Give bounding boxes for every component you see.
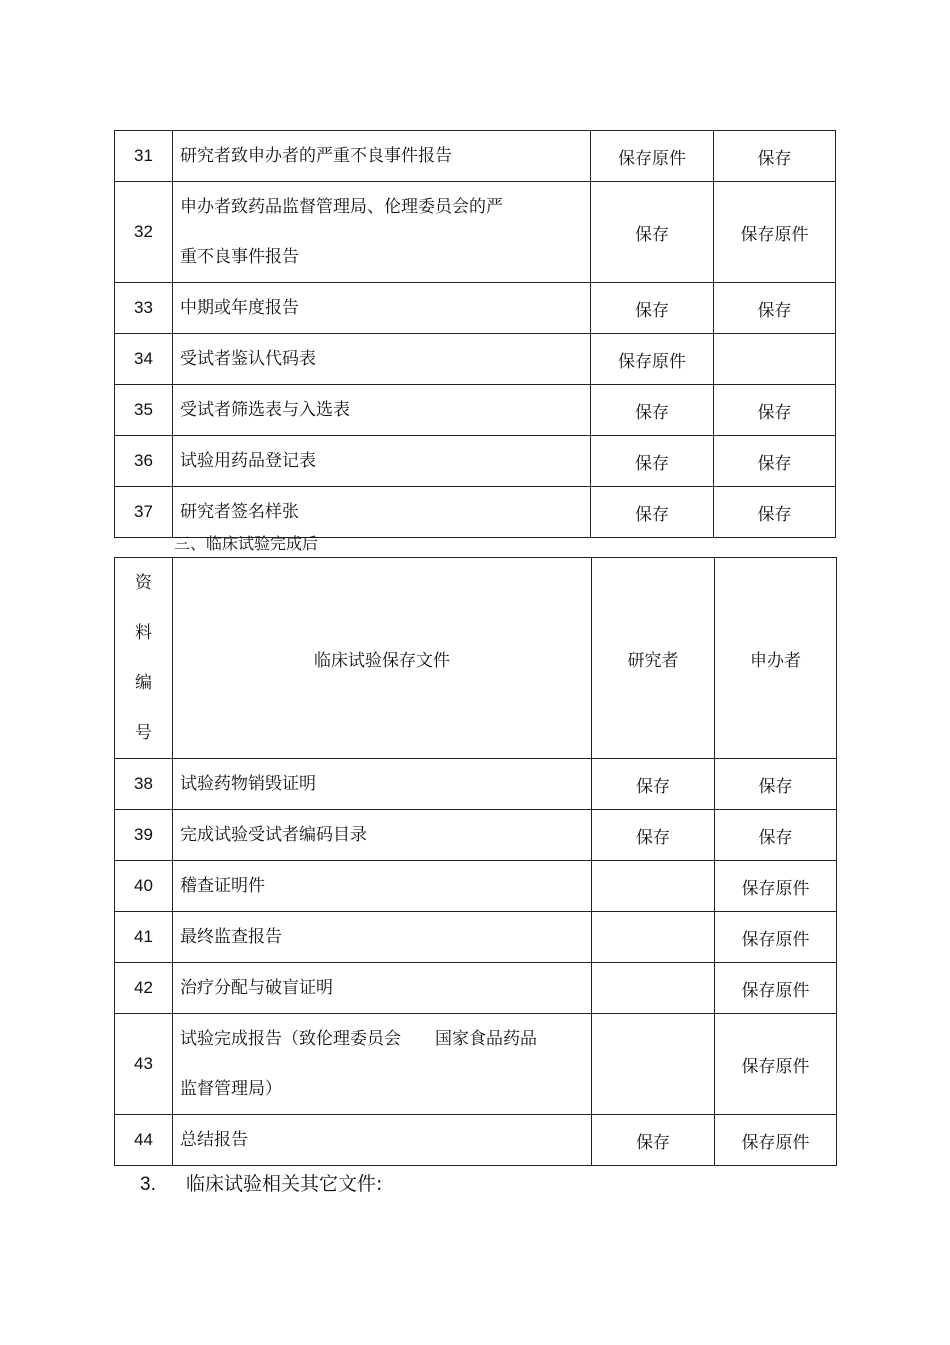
table-row — [115, 334, 836, 385]
doc-number: 31 — [115, 131, 173, 182]
table-row — [115, 385, 836, 436]
doc-name: 完成试验受试者编码目录 — [173, 810, 592, 861]
doc-name: 试验用药品登记表 — [173, 436, 591, 487]
doc-name: 试验药物销毁证明 — [173, 759, 592, 810]
doc-number: 37 — [115, 487, 173, 538]
doc-number: 42 — [115, 963, 173, 1014]
sponsor-cell: 保存原件 — [715, 963, 837, 1014]
doc-name — [173, 1014, 592, 1115]
table-row — [115, 436, 836, 487]
header-char: 料 — [135, 623, 152, 642]
doc-name: 研究者签名样张 — [173, 487, 591, 538]
sponsor-cell: 保存原件 — [715, 912, 837, 963]
sponsor-cell: 保存 — [714, 283, 836, 334]
sponsor-cell: 保存原件 — [714, 182, 836, 283]
sponsor-cell: 保存 — [714, 436, 836, 487]
table-row — [115, 963, 837, 1014]
table-row — [115, 182, 836, 283]
investigator-cell — [592, 912, 715, 963]
table-row — [115, 487, 836, 538]
sponsor-cell: 保存原件 — [715, 1014, 837, 1115]
doc-name: 最终监查报告 — [173, 912, 592, 963]
sponsor-cell: 保存 — [714, 385, 836, 436]
investigator-cell: 保存原件 — [591, 334, 714, 385]
table-row — [115, 1115, 837, 1166]
header-char: 号 — [135, 723, 152, 742]
essential-documents-table-part2 — [114, 557, 837, 1166]
investigator-cell: 保存 — [591, 182, 714, 283]
doc-number: 34 — [115, 334, 173, 385]
doc-number: 36 — [115, 436, 173, 487]
doc-name: 稽查证明件 — [173, 861, 592, 912]
doc-number: 33 — [115, 283, 173, 334]
doc-name — [173, 182, 591, 283]
doc-name: 治疗分配与破盲证明 — [173, 963, 592, 1014]
section-number: 3. — [140, 1174, 156, 1195]
doc-name: 受试者筛选表与入选表 — [173, 385, 591, 436]
table-row — [115, 283, 836, 334]
sponsor-cell: 保存 — [715, 759, 837, 810]
section-heading: 三、临床试验完成后 — [174, 534, 319, 553]
table-header-row — [115, 558, 837, 759]
doc-number: 39 — [115, 810, 173, 861]
doc-number: 43 — [115, 1014, 173, 1115]
header-char: 编 — [135, 673, 152, 692]
doc-number: 44 — [115, 1115, 173, 1166]
sponsor-cell: 保存 — [715, 810, 837, 861]
investigator-cell: 保存 — [591, 436, 714, 487]
table-row — [115, 861, 837, 912]
header-doc-name: 临床试验保存文件 — [173, 558, 592, 759]
doc-number: 32 — [115, 182, 173, 283]
header-doc-number — [115, 558, 173, 759]
investigator-cell: 保存 — [592, 1115, 715, 1166]
sponsor-cell — [714, 334, 836, 385]
essential-documents-table-part1 — [114, 130, 836, 538]
table-row — [115, 759, 837, 810]
investigator-cell: 保存 — [591, 487, 714, 538]
investigator-cell — [592, 861, 715, 912]
table-row — [115, 1014, 837, 1115]
sponsor-cell: 保存原件 — [715, 1115, 837, 1166]
doc-number: 38 — [115, 759, 173, 810]
doc-name: 研究者致申办者的严重不良事件报告 — [173, 131, 591, 182]
doc-number: 40 — [115, 861, 173, 912]
doc-name: 受试者鉴认代码表 — [173, 334, 591, 385]
investigator-cell: 保存原件 — [591, 131, 714, 182]
sponsor-cell: 保存 — [714, 487, 836, 538]
header-investigator: 研究者 — [592, 558, 715, 759]
doc-name-line: 重不良事件报告 — [180, 247, 299, 267]
investigator-cell — [592, 963, 715, 1014]
section-footer-heading — [140, 1171, 382, 1198]
investigator-cell: 保存 — [592, 759, 715, 810]
header-char: 资 — [135, 573, 152, 592]
doc-name: 总结报告 — [173, 1115, 592, 1166]
table-row — [115, 810, 837, 861]
section-title: 临床试验相关其它文件: — [186, 1173, 383, 1195]
table-row — [115, 131, 836, 182]
investigator-cell: 保存 — [591, 283, 714, 334]
investigator-cell — [592, 1014, 715, 1115]
investigator-cell: 保存 — [592, 810, 715, 861]
doc-number: 35 — [115, 385, 173, 436]
header-sponsor: 申办者 — [715, 558, 837, 759]
table-row — [115, 912, 837, 963]
sponsor-cell: 保存 — [714, 131, 836, 182]
doc-name-line: 试验完成报告（致伦理委员会 国家食品药品 — [180, 1029, 537, 1049]
investigator-cell: 保存 — [591, 385, 714, 436]
doc-number: 41 — [115, 912, 173, 963]
sponsor-cell: 保存原件 — [715, 861, 837, 912]
doc-name: 中期或年度报告 — [173, 283, 591, 334]
doc-name-line: 监督管理局） — [180, 1079, 282, 1099]
doc-name-line: 申办者致药品监督管理局、伦理委员会的严 — [180, 197, 503, 217]
